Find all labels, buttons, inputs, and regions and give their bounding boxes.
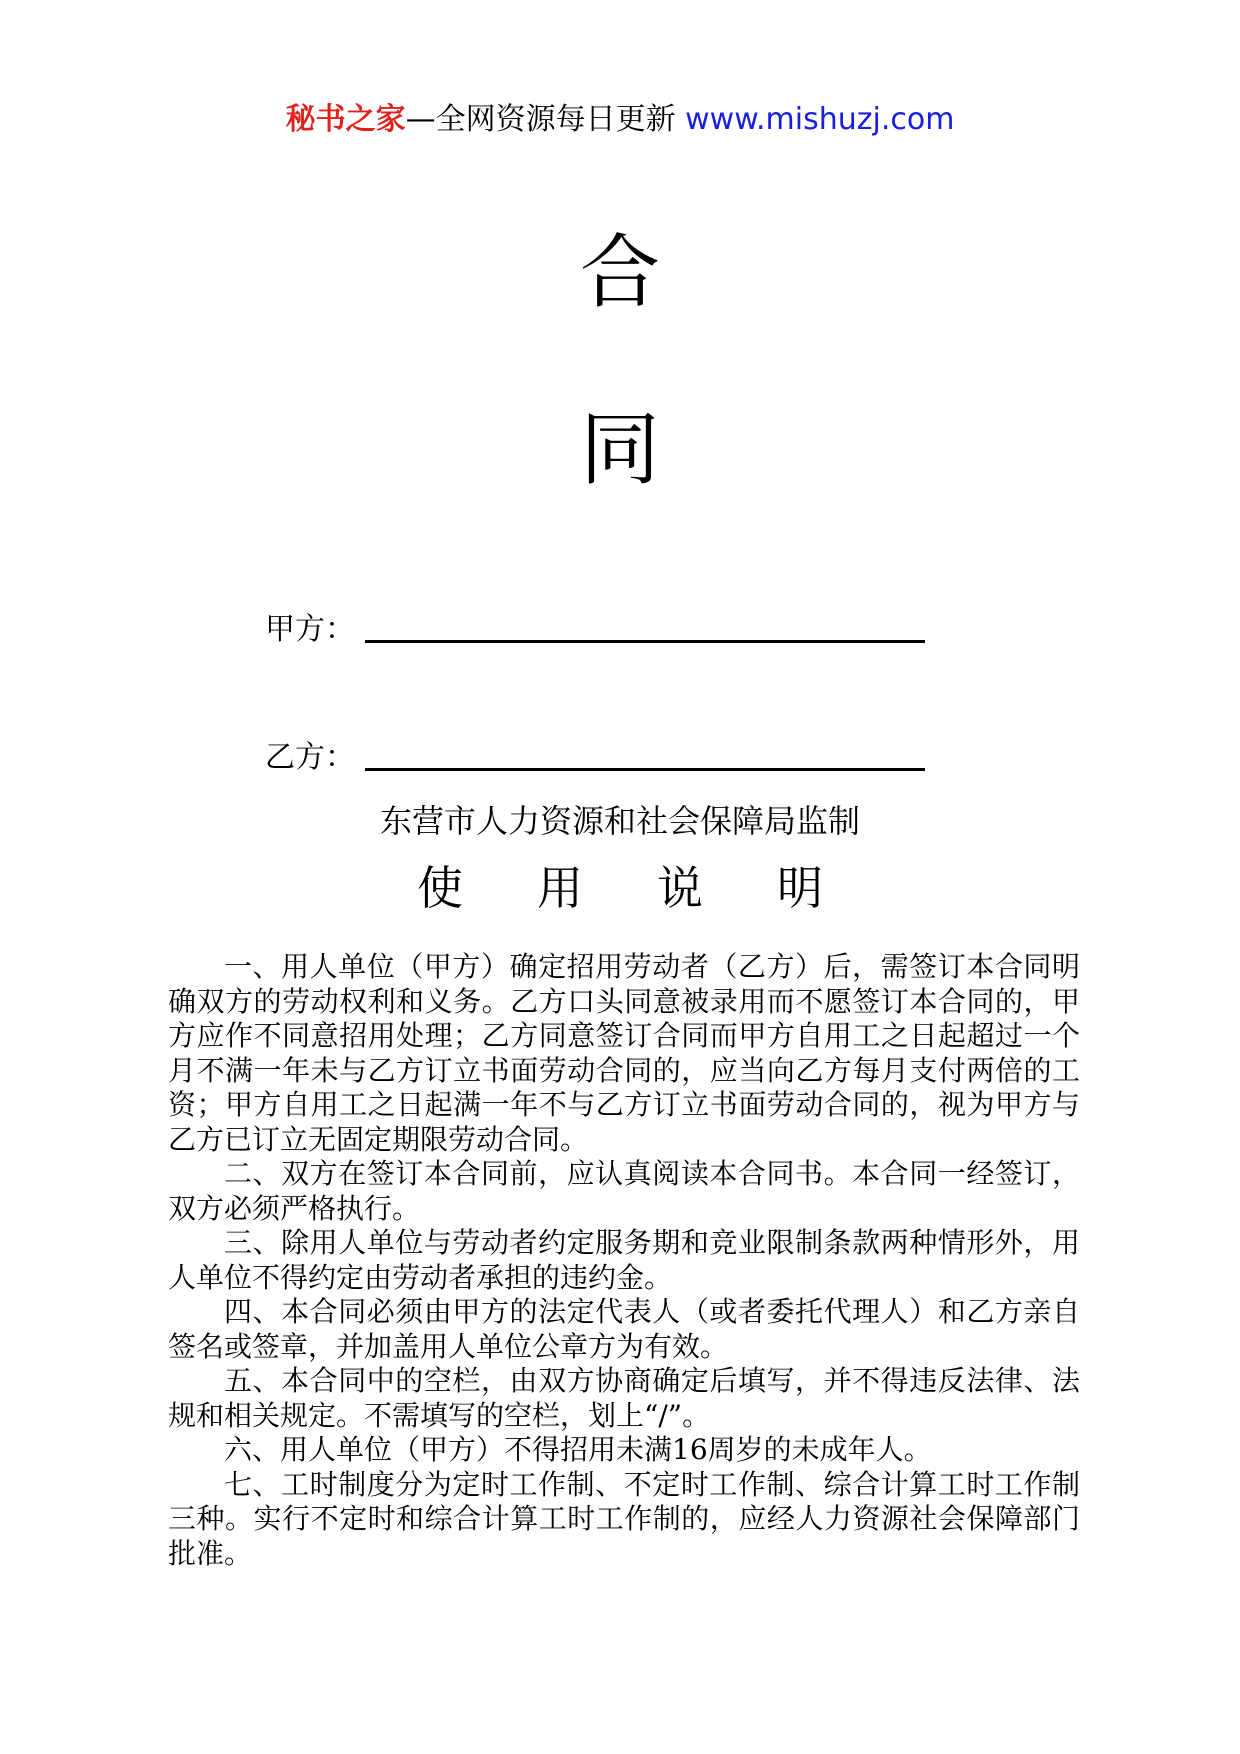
instruction-paragraph: 一、用人单位（甲方）确定招用劳动者（乙方）后，需签订本合同明确双方的劳动权利和义务。乙方口头同意被录用而不愿签订本合同的，甲方应作不同意招用处理；乙方同意签订合同而甲方自用工之日起超过一个月不满一年未与乙方订立书面劳动合同的，应当向乙方每月支付两倍的工资；甲方自用工之日起满一年不与乙方订立书面劳动合同的，视为甲方与乙方已订立无固定期限劳动合同。 xyxy=(168,950,1080,1156)
instruction-paragraph: 二、双方在签订本合同前，应认真阅读本合同书。本合同一经签订，双方必须严格执行。 xyxy=(168,1157,1080,1225)
instructions-title: 使用说明 xyxy=(417,861,897,915)
instruction-paragraph: 四、本合同必须由甲方的法定代表人（或者委托代理人）和乙方亲自签名或签章，并加盖用人单位公章方为有效。 xyxy=(168,1295,1080,1363)
instruction-paragraph: 七、工时制度分为定时工作制、不定时工作制、综合计算工时工作制三种。实行不定时和综合计算工时工作制的，应经人力资源社会保障部门批准。 xyxy=(168,1467,1080,1570)
party-b-blank-line xyxy=(365,768,925,771)
party-a-label: 甲方： xyxy=(265,612,355,647)
site-header xyxy=(0,100,1240,140)
instruction-paragraph: 五、本合同中的空栏，由双方协商确定后填写，并不得违反法律、法规和相关规定。不需填写的空栏，划上“/”。 xyxy=(168,1364,1080,1432)
contract-title-char-2: 同 xyxy=(580,403,660,496)
party-b-label: 乙方： xyxy=(265,740,355,775)
party-a-blank-line xyxy=(365,640,925,643)
site-brand: 秘书之家 xyxy=(285,102,406,137)
contract-title-char-1: 合 xyxy=(580,226,660,319)
instruction-paragraph: 三、除用人单位与劳动者约定服务期和竞业限制条款两种情形外，用人单位不得约定由劳动者承担的违约金。 xyxy=(168,1226,1080,1294)
supervisor-line: 东营市人力资源和社会保障局监制 xyxy=(379,802,860,840)
instructions-body xyxy=(168,950,1080,1571)
instruction-paragraph: 六、用人单位（甲方）不得招用未满16周岁的未成年人。 xyxy=(224,1433,932,1466)
site-slogan: —全网资源每日更新 xyxy=(405,102,676,137)
site-url-link[interactable]: www.mishuzj.com xyxy=(685,102,955,137)
